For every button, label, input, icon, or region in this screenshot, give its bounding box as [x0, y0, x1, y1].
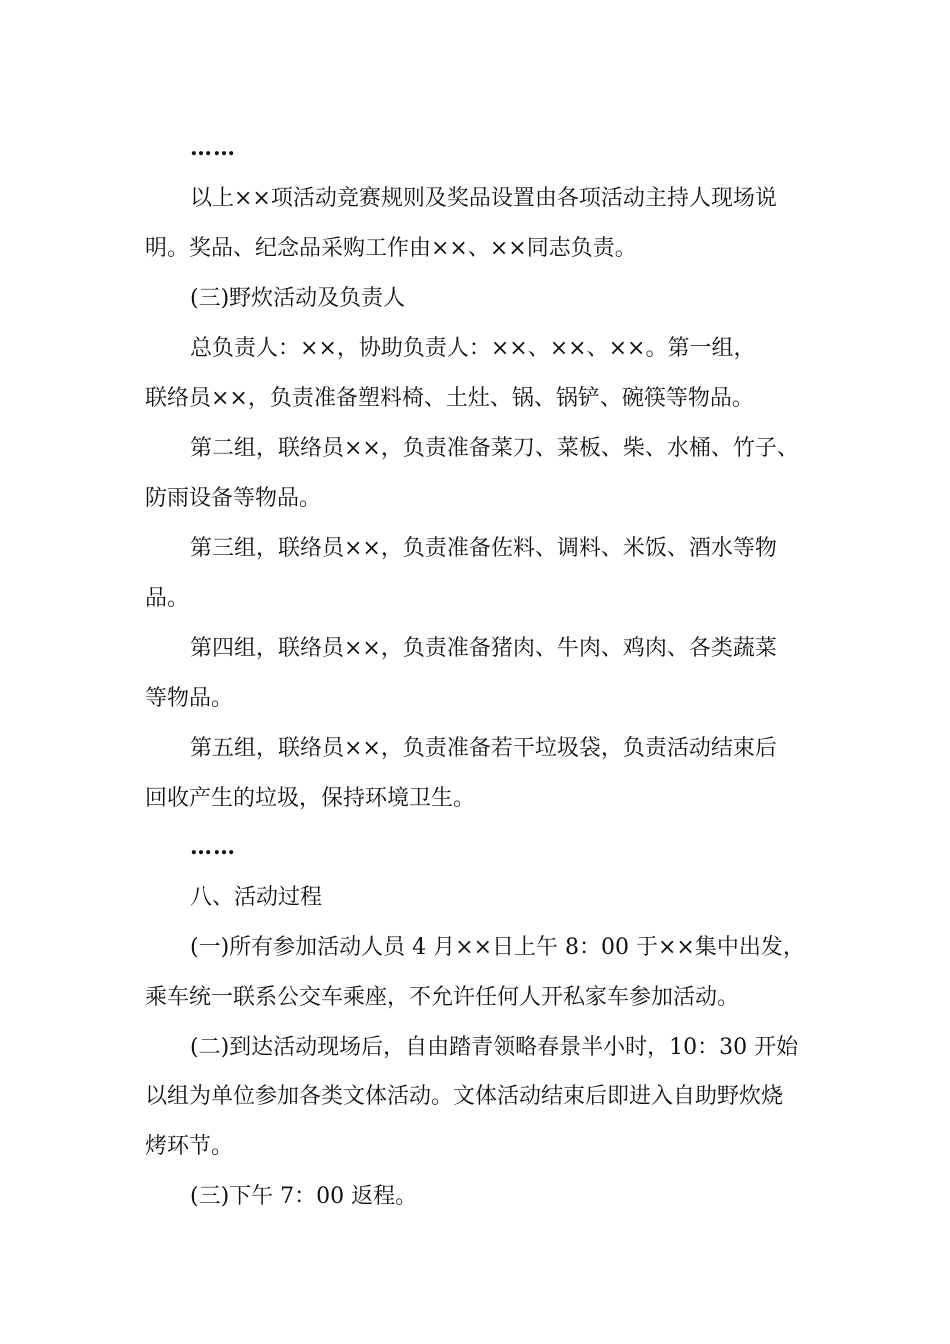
section-heading: (三)野炊活动及负责人: [190, 286, 406, 311]
paragraph-line: 第五组，联络员××，负责准备若干垃圾袋，负责活动结束后: [190, 736, 777, 761]
ellipsis-line: ……: [190, 135, 236, 161]
paragraph-line: 防雨设备等物品。: [145, 486, 322, 511]
paragraph-line: 第二组，联络员××，负责准备菜刀、菜板、柴、水桶、竹子、: [190, 436, 799, 461]
paragraph-line: 等物品。: [145, 686, 234, 711]
paragraph-line: (二)到达活动现场后，自由踏青领略春景半小时，10：30 开始: [190, 1035, 799, 1060]
paragraph-line: 品。: [145, 586, 190, 611]
paragraph-line: 回收产生的垃圾，保持环境卫生。: [145, 786, 476, 811]
paragraph-line: 烤环节。: [145, 1134, 234, 1159]
paragraph-line: 第三组，联络员××，负责准备佐料、调料、米饭、酒水等物: [190, 536, 777, 561]
paragraph-line: 总负责人：××，协助负责人：××、××、××。第一组，: [190, 336, 756, 361]
paragraph-line: 以上××项活动竞赛规则及奖品设置由各项活动主持人现场说: [190, 186, 777, 211]
paragraph-line: 以组为单位参加各类文体活动。文体活动结束后即进入自助野炊烧: [145, 1084, 784, 1109]
section-heading: 八、活动过程: [190, 885, 323, 910]
paragraph-line: (三)下午 7：00 返程。: [190, 1184, 418, 1209]
paragraph-line: 乘车统一联系公交车乘座，不允许任何人开私家车参加活动。: [145, 985, 740, 1010]
paragraph-line: 明。奖品、纪念品采购工作由××、××同志负责。: [145, 236, 637, 261]
paragraph-line: 联络员××，负责准备塑料椅、土灶、锅、锅铲、碗筷等物品。: [145, 386, 754, 411]
ellipsis-line: ……: [190, 834, 236, 860]
paragraph-line: (一)所有参加活动人员 4 月××日上午 8：00 于××集中出发，: [190, 935, 805, 960]
paragraph-line: 第四组，联络员××，负责准备猪肉、牛肉、鸡肉、各类蔬菜: [190, 636, 777, 661]
